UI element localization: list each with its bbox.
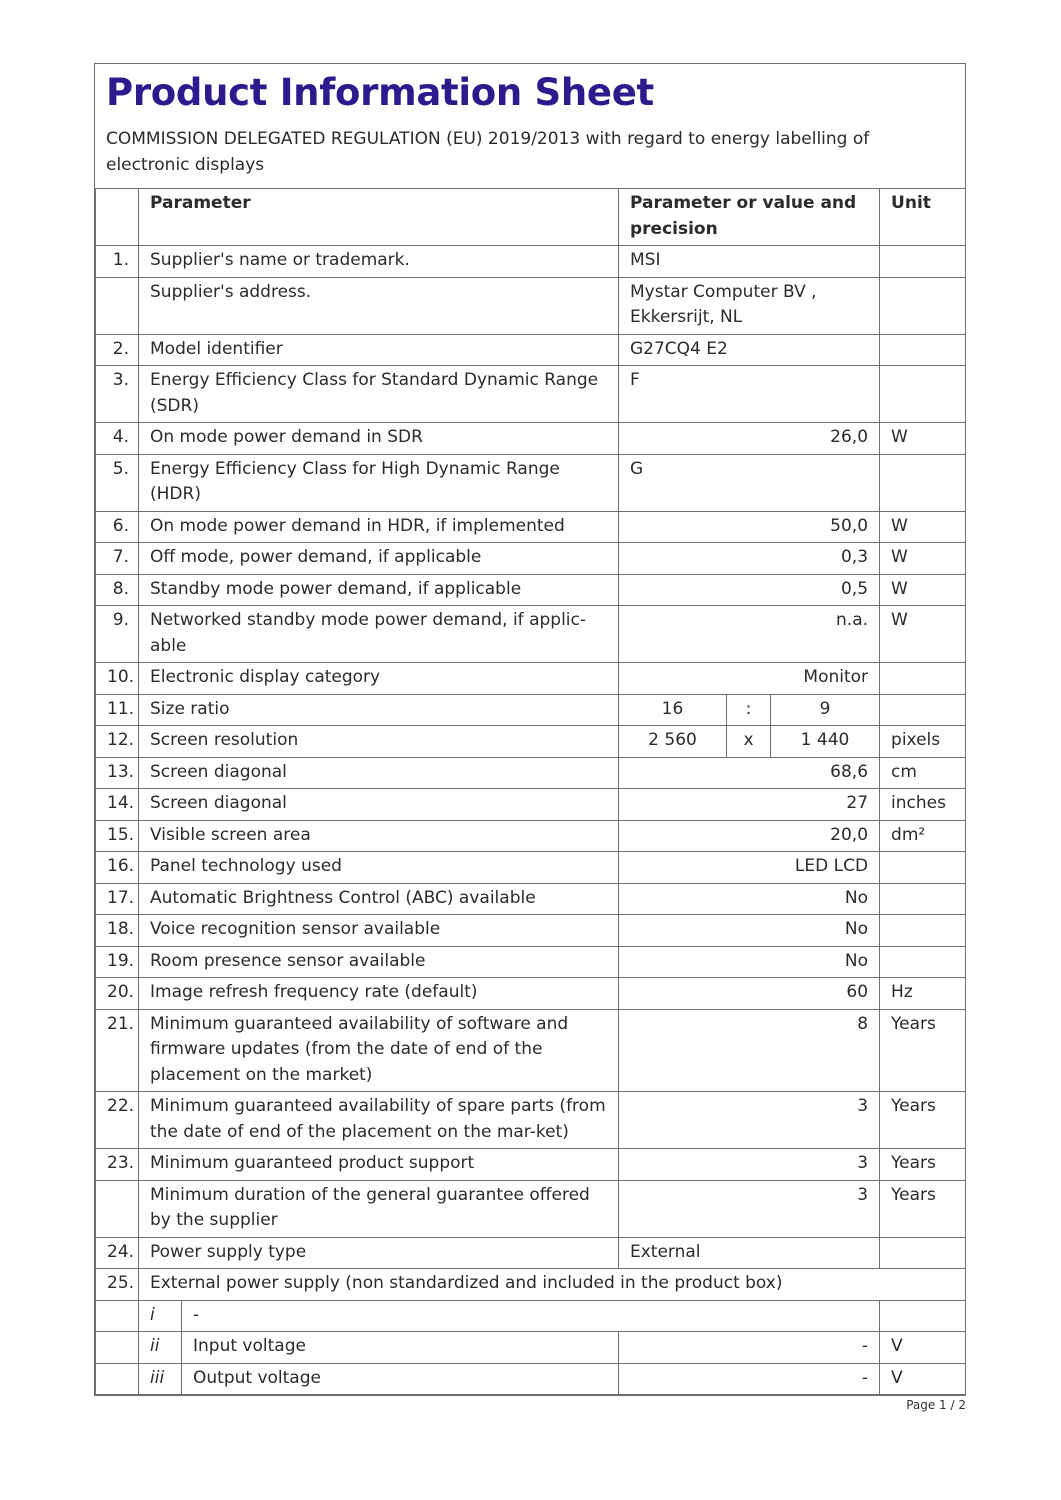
- psu-item-index: i: [139, 1300, 182, 1332]
- header-number-cell: [96, 189, 139, 246]
- table-row: [96, 277, 966, 334]
- row-parameter: Voice recognition sensor available: [139, 915, 619, 947]
- row-parameter: Energy Efficiency Class for High Dynamic Range (HDR): [139, 454, 619, 511]
- table-row: [96, 694, 966, 726]
- psu-item-index: ii: [139, 1332, 182, 1364]
- column-header-parameter: Parameter: [139, 189, 619, 246]
- row-number: 19.: [96, 946, 139, 978]
- row-value-second: 9: [771, 694, 880, 726]
- table-row: [96, 511, 966, 543]
- table-row: [96, 978, 966, 1010]
- row-value: 3: [619, 1180, 880, 1237]
- row-parameter: Minimum guaranteed availability of software and firmware updates (from the date of end of the placement on the market): [139, 1009, 619, 1092]
- row-value-second: 1 440: [771, 726, 880, 758]
- row-parameter: Energy Efficiency Class for Standard Dynamic Range (SDR): [139, 366, 619, 423]
- table-body: [96, 189, 966, 1395]
- row-unit: [880, 694, 966, 726]
- row-number: 5.: [96, 454, 139, 511]
- row-number: 3.: [96, 366, 139, 423]
- page-number: Page 1 / 2: [906, 1398, 966, 1412]
- table-row: [96, 334, 966, 366]
- psu-header-row: [96, 1269, 966, 1301]
- row-unit: Years: [880, 1009, 966, 1092]
- row-parameter: Standby mode power demand, if applicable: [139, 574, 619, 606]
- psu-item-index: iii: [139, 1363, 182, 1395]
- table-row: [96, 1149, 966, 1181]
- row-value-separator: :: [727, 694, 771, 726]
- row-value: No: [619, 946, 880, 978]
- psu-item-row: [96, 1332, 966, 1364]
- row-parameter: Off mode, power demand, if applicable: [139, 543, 619, 575]
- row-parameter: Image refresh frequency rate (default): [139, 978, 619, 1010]
- table-row: [96, 543, 966, 575]
- psu-item-label: Input voltage: [182, 1332, 619, 1364]
- row-value: 0,5: [619, 574, 880, 606]
- row-parameter: Screen resolution: [139, 726, 619, 758]
- row-unit: [880, 663, 966, 695]
- table-row: [96, 454, 966, 511]
- row-unit: [880, 1237, 966, 1269]
- row-number: 4.: [96, 423, 139, 455]
- row-unit: Years: [880, 1149, 966, 1181]
- table-row: [96, 883, 966, 915]
- table-row: [96, 366, 966, 423]
- row-parameter: Minimum guaranteed availability of spare parts (from the date of end of the placement on the mar-ket): [139, 1092, 619, 1149]
- row-number: 21.: [96, 1009, 139, 1092]
- table-row: [96, 1180, 966, 1237]
- row-number: 18.: [96, 915, 139, 947]
- row-parameter: Automatic Brightness Control (ABC) available: [139, 883, 619, 915]
- row-unit: [880, 246, 966, 278]
- table-row: [96, 726, 966, 758]
- row-parameter: Screen diagonal: [139, 789, 619, 821]
- row-value: 27: [619, 789, 880, 821]
- row-parameter: Visible screen area: [139, 820, 619, 852]
- regulation-subtitle: COMMISSION DELEGATED REGULATION (EU) 2019/2013 with regard to energy labelling of electronic displays: [106, 129, 870, 175]
- row-value: G: [619, 454, 880, 511]
- row-number: [96, 277, 139, 334]
- row-unit: [880, 946, 966, 978]
- row-value: LED LCD: [619, 852, 880, 884]
- row-number: 13.: [96, 757, 139, 789]
- psu-item-value: -: [619, 1363, 880, 1395]
- row-parameter: Model identifier: [139, 334, 619, 366]
- table-header-row: [96, 189, 966, 246]
- row-value: 3: [619, 1092, 880, 1149]
- row-number: 16.: [96, 852, 139, 884]
- row-unit: Years: [880, 1092, 966, 1149]
- psu-item-row: [96, 1300, 966, 1332]
- row-number: 7.: [96, 543, 139, 575]
- row-value: 3: [619, 1149, 880, 1181]
- table-row: [96, 1237, 966, 1269]
- column-header-value: Parameter or value and precision: [619, 189, 880, 246]
- page-title: Product Information Sheet: [106, 71, 654, 114]
- table-row: [96, 1092, 966, 1149]
- table-row: [96, 574, 966, 606]
- row-number: 1.: [96, 246, 139, 278]
- row-unit: [880, 366, 966, 423]
- table-row: [96, 946, 966, 978]
- row-unit: inches: [880, 789, 966, 821]
- sheet-header: [95, 64, 965, 189]
- table-row: [96, 820, 966, 852]
- row-parameter: Size ratio: [139, 694, 619, 726]
- row-unit: W: [880, 543, 966, 575]
- row-value: 0,3: [619, 543, 880, 575]
- row-unit: pixels: [880, 726, 966, 758]
- row-parameter: Minimum duration of the general guarantee offered by the supplier: [139, 1180, 619, 1237]
- row-number: [96, 1363, 139, 1395]
- psu-item-label: Output voltage: [182, 1363, 619, 1395]
- row-number: 2.: [96, 334, 139, 366]
- row-value: 60: [619, 978, 880, 1010]
- row-number: 25.: [96, 1269, 139, 1301]
- row-parameter: Minimum guaranteed product support: [139, 1149, 619, 1181]
- row-number: [96, 1332, 139, 1364]
- row-number: 14.: [96, 789, 139, 821]
- row-number: 12.: [96, 726, 139, 758]
- row-parameter: Supplier's address.: [139, 277, 619, 334]
- psu-item-unit: V: [880, 1332, 966, 1364]
- row-value: 8: [619, 1009, 880, 1092]
- row-number: 17.: [96, 883, 139, 915]
- row-value: Mystar Computer BV , Ekkersrijt, NL: [619, 277, 880, 334]
- psu-item-unit: V: [880, 1363, 966, 1395]
- row-unit: [880, 454, 966, 511]
- row-value-first: 16: [619, 694, 727, 726]
- row-value: F: [619, 366, 880, 423]
- row-value: No: [619, 915, 880, 947]
- row-unit: cm: [880, 757, 966, 789]
- table-row: [96, 606, 966, 663]
- psu-item-row: [96, 1363, 966, 1395]
- row-parameter: Power supply type: [139, 1237, 619, 1269]
- row-value: n.a.: [619, 606, 880, 663]
- row-number: [96, 1300, 139, 1332]
- table-row: [96, 246, 966, 278]
- row-number: 6.: [96, 511, 139, 543]
- row-number: 22.: [96, 1092, 139, 1149]
- row-value: 68,6: [619, 757, 880, 789]
- row-unit: [880, 883, 966, 915]
- row-unit: [880, 915, 966, 947]
- table-row: [96, 789, 966, 821]
- column-header-unit: Unit: [880, 189, 966, 246]
- psu-item-label: -: [182, 1300, 880, 1332]
- product-information-sheet: [94, 63, 966, 1396]
- row-number: 24.: [96, 1237, 139, 1269]
- table-row: [96, 1009, 966, 1092]
- row-parameter: Panel technology used: [139, 852, 619, 884]
- row-value-separator: x: [727, 726, 771, 758]
- row-unit: dm²: [880, 820, 966, 852]
- parameter-table: [95, 189, 966, 1395]
- row-unit: [880, 852, 966, 884]
- row-value: 20,0: [619, 820, 880, 852]
- row-unit: W: [880, 574, 966, 606]
- row-value: 50,0: [619, 511, 880, 543]
- row-unit: W: [880, 511, 966, 543]
- row-value: Monitor: [619, 663, 880, 695]
- row-unit: [880, 277, 966, 334]
- row-parameter: Screen diagonal: [139, 757, 619, 789]
- table-row: [96, 423, 966, 455]
- row-parameter: Networked standby mode power demand, if applic-able: [139, 606, 619, 663]
- table-row: [96, 852, 966, 884]
- row-parameter: Electronic display category: [139, 663, 619, 695]
- row-value: G27CQ4 E2: [619, 334, 880, 366]
- row-value-first: 2 560: [619, 726, 727, 758]
- row-number: 11.: [96, 694, 139, 726]
- row-parameter: On mode power demand in SDR: [139, 423, 619, 455]
- row-parameter: On mode power demand in HDR, if implemented: [139, 511, 619, 543]
- psu-title: External power supply (non standardized and included in the product box): [139, 1269, 966, 1301]
- row-number: 15.: [96, 820, 139, 852]
- row-value: MSI: [619, 246, 880, 278]
- row-number: 20.: [96, 978, 139, 1010]
- table-row: [96, 915, 966, 947]
- row-value: External: [619, 1237, 880, 1269]
- row-number: 9.: [96, 606, 139, 663]
- row-unit: W: [880, 606, 966, 663]
- row-unit: [880, 334, 966, 366]
- row-parameter: Room presence sensor available: [139, 946, 619, 978]
- row-parameter: Supplier's name or trademark.: [139, 246, 619, 278]
- row-value: 26,0: [619, 423, 880, 455]
- row-unit: W: [880, 423, 966, 455]
- row-number: [96, 1180, 139, 1237]
- row-number: 8.: [96, 574, 139, 606]
- psu-item-value: -: [619, 1332, 880, 1364]
- table-row: [96, 757, 966, 789]
- row-unit: Years: [880, 1180, 966, 1237]
- psu-item-unit: [880, 1300, 966, 1332]
- row-value: No: [619, 883, 880, 915]
- row-unit: Hz: [880, 978, 966, 1010]
- table-row: [96, 663, 966, 695]
- row-number: 23.: [96, 1149, 139, 1181]
- row-number: 10.: [96, 663, 139, 695]
